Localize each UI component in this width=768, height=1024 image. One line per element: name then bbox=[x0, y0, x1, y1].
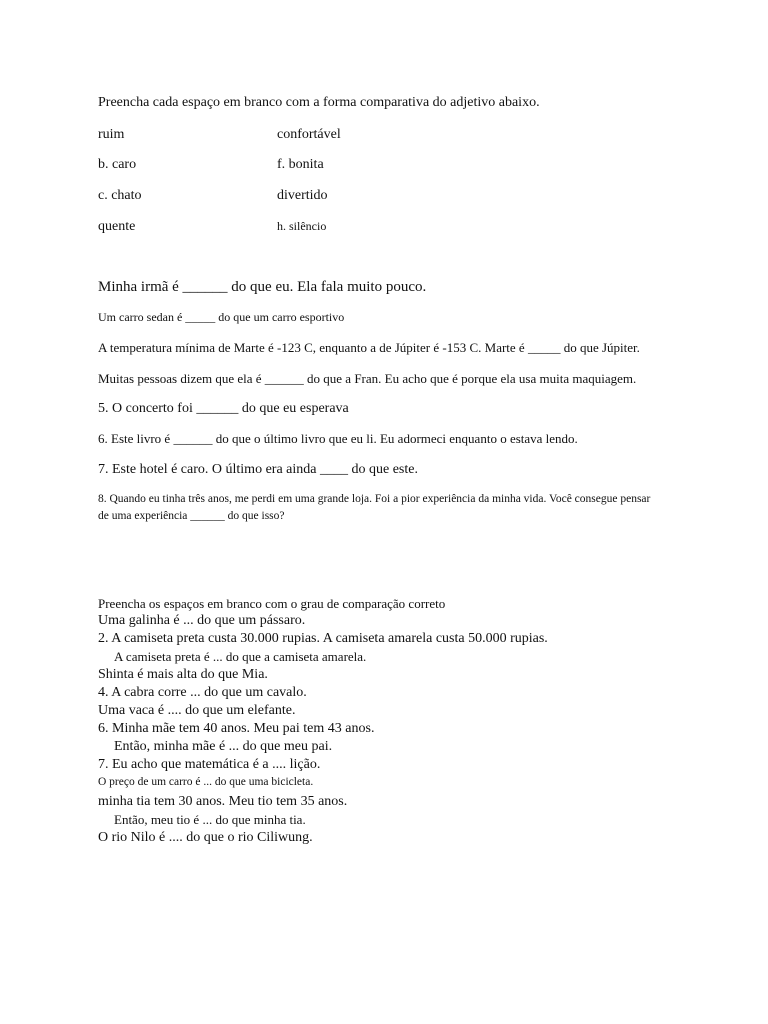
adjective-4a: quente bbox=[98, 219, 136, 234]
instruction-1: Preencha cada espaço em branco com a forma comparativa do adjetivo abaixo. bbox=[98, 95, 540, 110]
sentence-5: 5. O concerto foi ______ do que eu esperava bbox=[98, 401, 349, 416]
sentence-3: A temperatura mínima de Marte é -123 C, enquanto a de Júpiter é -153 C. Marte é _____ do que Júpiter. bbox=[98, 340, 640, 355]
sentence-4: Muitas pessoas dizem que ela é ______ do que a Fran. Eu acho que é porque ela usa muita maquiagem. bbox=[98, 371, 637, 386]
exercise-line-9: 7. Eu acho que matemática é a .... lição. bbox=[98, 757, 321, 772]
adjective-2a: b. caro bbox=[98, 157, 137, 172]
sentence-7: 7. Este hotel é caro. O último era ainda ____ do que este. bbox=[98, 462, 418, 477]
exercise-line-6: Uma vaca é .... do que um elefante. bbox=[98, 703, 296, 718]
sentence-8-line-2: de uma experiência ______ do que isso? bbox=[98, 510, 285, 522]
adjective-3a: c. chato bbox=[98, 188, 142, 203]
exercise-line-12: Então, meu tio é ... do que minha tia. bbox=[114, 812, 306, 827]
exercise-line-1: Uma galinha é ... do que um pássaro. bbox=[98, 613, 306, 628]
exercise-line-8: Então, minha mãe é ... do que meu pai. bbox=[114, 739, 333, 754]
exercise-line-5: 4. A cabra corre ... do que um cavalo. bbox=[98, 685, 307, 700]
sentence-6: 6. Este livro é ______ do que o último livro que eu li. Eu adormeci enquanto o estava lendo. bbox=[98, 431, 578, 446]
exercise-line-4: Shinta é mais alta do que Mia. bbox=[98, 667, 268, 682]
exercise-line-7: 6. Minha mãe tem 40 anos. Meu pai tem 43 anos. bbox=[98, 721, 375, 736]
exercise-line-2: 2. A camiseta preta custa 30.000 rupias. A camiseta amarela custa 50.000 rupias. bbox=[98, 631, 548, 646]
adjective-1b: confortável bbox=[277, 127, 341, 142]
sentence-1: Minha irmã é ______ do que eu. Ela fala muito pouco. bbox=[98, 279, 427, 295]
adjective-4b: h. silêncio bbox=[277, 219, 327, 233]
adjective-2b: f. bonita bbox=[277, 157, 324, 172]
sentence-8-line-1: 8. Quando eu tinha três anos, me perdi em uma grande loja. Foi a pior experiência da minha vida. Você consegue pensar bbox=[98, 493, 651, 505]
adjective-3b: divertido bbox=[277, 188, 328, 203]
exercise-line-13: O rio Nilo é .... do que o rio Ciliwung. bbox=[98, 830, 313, 845]
adjective-1a: ruim bbox=[98, 127, 125, 142]
exercise-line-10: O preço de um carro é ... do que uma bicicleta. bbox=[98, 776, 314, 788]
exercise-line-3: A camiseta preta é ... do que a camiseta amarela. bbox=[114, 649, 367, 664]
sentence-2: Um carro sedan é _____ do que um carro esportivo bbox=[98, 310, 345, 324]
instruction-2: Preencha os espaços em branco com o grau de comparação correto bbox=[98, 596, 446, 611]
exercise-line-11: minha tia tem 30 anos. Meu tio tem 35 anos. bbox=[98, 794, 348, 809]
